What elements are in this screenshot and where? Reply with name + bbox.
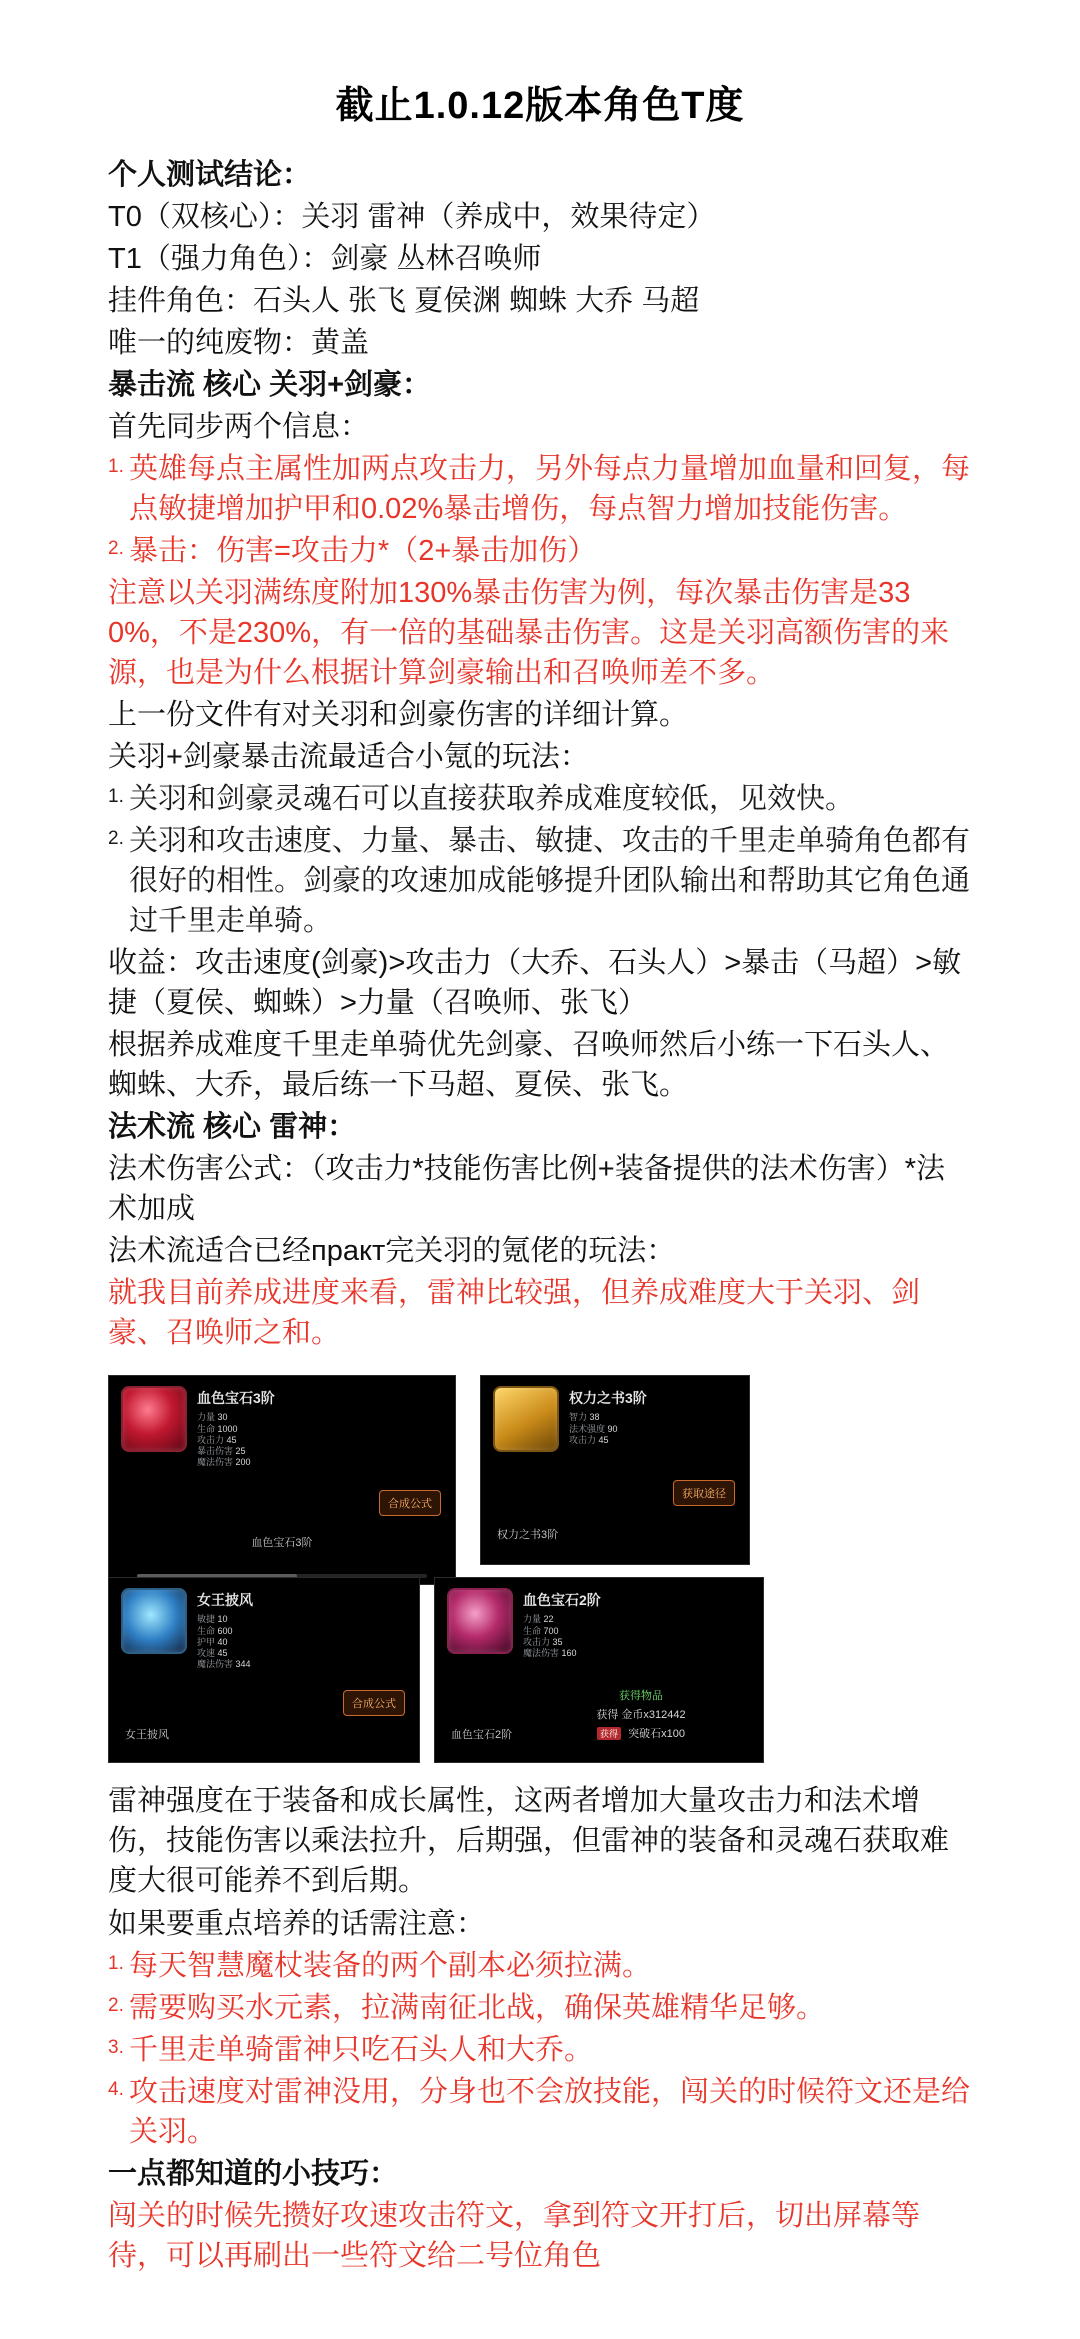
gem-pink-icon [447, 1588, 513, 1654]
item-footer-label: 血色宝石2阶 [451, 1729, 513, 1742]
thor-point-2-text: 需要购买水元素，拉满南征北战，确保英雄精华足够。 [129, 1991, 826, 2024]
conclusion-heading: 个人测试结论： [108, 159, 312, 191]
list-marker: 2. [108, 1994, 124, 2016]
crit-play-point-1 [108, 779, 972, 819]
tier-line-worst: 唯一的纯废物：黄盖 [108, 327, 370, 360]
gem-red-icon [121, 1386, 187, 1452]
stat-row: 护甲 40 [197, 1636, 228, 1647]
reward-title: 获得物品 [619, 1690, 663, 1703]
stat-row: 魔法伤害 200 [197, 1457, 251, 1468]
item-stats [197, 1412, 275, 1468]
tier-line-t1: T1（强力角色）：剑豪 丛林召唤师 [108, 243, 542, 276]
reward-item-text: 突破石x100 [628, 1728, 685, 1741]
stat-row: 生命 600 [197, 1625, 233, 1636]
item-stats [523, 1614, 601, 1659]
item-screenshot-3 [108, 1577, 420, 1763]
item-footer-label: 权力之书3阶 [497, 1529, 559, 1542]
magic-note: 就我目前养成进度来看，雷神比较强，但养成难度大于关羽、剑豪、召唤师之和。 [108, 1277, 921, 1350]
crit-intro: 首先同步两个信息： [108, 411, 370, 444]
stat-row: 力量 30 [197, 1412, 228, 1423]
stat-row: 智力 38 [569, 1412, 600, 1423]
benefit-order: 收益：攻击速度(剑豪)>攻击力（大乔、石头人）>暴击（马超）>敏捷（夏侯、蜘蛛）>力量（召唤师、张飞） [108, 947, 962, 1020]
formula-button[interactable]: 合成公式 [379, 1490, 441, 1516]
stat-row: 敏捷 10 [197, 1614, 228, 1625]
list-marker: 2. [108, 538, 124, 560]
thor-point-3 [108, 2030, 972, 2070]
acquire-button[interactable]: 获取途径 [673, 1480, 735, 1506]
list-marker: 1. [108, 1952, 124, 1974]
list-marker: 4. [108, 2078, 124, 2100]
reward-gold-line: 获得 金币x312442 [596, 1709, 686, 1722]
thor-point-1-text: 每天智慧魔杖装备的两个副本必须拉满。 [129, 1949, 652, 1982]
list-marker: 3. [108, 2036, 124, 2058]
list-marker: 1. [108, 786, 124, 808]
stat-row: 暴击伤害 25 [197, 1446, 246, 1457]
screenshot-gallery [108, 1375, 972, 1763]
stat-row: 攻速 45 [197, 1648, 228, 1659]
gallery-row-top [108, 1375, 972, 1585]
tier-line-support: 挂件角色：石头人 张飞 夏侯渊 蜘蛛 大乔 马超 [108, 285, 700, 318]
crit-play-point-2 [108, 821, 972, 941]
thor-point-4-text: 攻击速度对雷神没用，分身也不会放技能，闯关的时候符文还是给关羽。 [129, 2075, 971, 2148]
item-stats [569, 1412, 647, 1446]
crit-point-1 [108, 449, 972, 529]
stat-row: 魔法伤害 344 [197, 1659, 251, 1670]
crit-note: 注意以关羽满练度附加130%暴击伤害为例，每次暴击伤害是330%，不是230%，有一倍的基础暴击伤害。这是关羽高额伤害的来源，也是为什么根据计算剑豪输出和召唤师差不多。 [108, 577, 950, 690]
item-name: 权力之书3阶 [569, 1390, 647, 1407]
stat-row: 力量 22 [523, 1614, 554, 1625]
formula-button[interactable]: 合成公式 [343, 1690, 405, 1716]
list-marker: 2. [108, 828, 124, 850]
page-title: 截止1.0.12版本角色T度 [335, 85, 745, 127]
stat-row: 魔法伤害 160 [523, 1648, 577, 1659]
crit-point-1-text: 英雄每点主属性加两点攻击力，另外每点力量增加血量和回复，每点敏捷增加护甲和0.02%暴击增伤，每点智力增加技能伤害。 [129, 453, 971, 526]
item-screenshot-1 [108, 1375, 456, 1585]
list-marker: 1. [108, 456, 124, 478]
stat-row: 攻击力 45 [197, 1434, 237, 1445]
crit-play-point-2-text: 关羽和攻击速度、力量、暴击、敏捷、攻击的千里走单骑角色都有很好的相性。剑豪的攻速加成能够提升团队输出和帮助其它角色通过千里走单骑。 [129, 825, 971, 938]
crit-play-point-1-text: 关羽和剑豪灵魂石可以直接获取养成难度较低，见效快。 [129, 783, 855, 816]
magic-playstyle: 法术流适合已经практ完关羽的氪佬的玩法： [108, 1235, 676, 1268]
stat-row: 攻击力 35 [523, 1636, 563, 1647]
gallery-row-bottom [108, 1577, 972, 1763]
training-priority: 根据养成难度千里走单骑优先剑豪、召唤师然后小练一下石头人、蜘蛛、大乔，最后练一下马超、夏侯、张飞。 [108, 1029, 950, 1102]
thor-point-2 [108, 1988, 972, 2028]
stat-row: 生命 1000 [197, 1423, 238, 1434]
crit-point-2-text: 暴击：伤害=攻击力*（2+暴击加伤） [129, 535, 597, 568]
item-name: 血色宝石2阶 [523, 1592, 601, 1609]
item-name: 女王披风 [197, 1592, 253, 1609]
crit-point-2 [108, 531, 972, 571]
cloak-blue-icon [121, 1588, 187, 1654]
item-footer-label: 女王披风 [125, 1729, 169, 1742]
stat-row: 法术强度 90 [569, 1423, 618, 1434]
magic-heading: 法术流 核心 雷神： [108, 1111, 357, 1144]
thor-description: 雷神强度在于装备和成长属性，这两者增加大量攻击力和法术增伤，技能伤害以乘法拉升，后期强，但雷神的装备和灵魂石获取难度大很可能养不到后期。 [108, 1785, 950, 1898]
stat-row: 生命 700 [523, 1625, 559, 1636]
crit-heading: 暴击流 核心 关羽+剑豪： [108, 369, 432, 402]
tip-1: 闯关的时候先攒好攻速攻击符文，拿到符文开打后，切出屏幕等待，可以再刷出一些符文给二号位角色 [108, 2199, 921, 2272]
item-header [109, 1376, 455, 1468]
item-name: 血色宝石3阶 [197, 1390, 275, 1407]
item-stats [197, 1614, 253, 1670]
item-footer-label: 血色宝石3阶 [251, 1537, 313, 1550]
item-header [435, 1578, 763, 1659]
thor-point-1 [108, 1946, 972, 1986]
stat-row: 攻击力 45 [569, 1434, 609, 1445]
crit-playstyle-heading: 关羽+剑豪暴击流最适合小氪的玩法： [108, 741, 589, 774]
reward-tag: 获得 [597, 1727, 621, 1740]
thor-attention-heading: 如果要重点培养的话需注意： [108, 1907, 486, 1940]
item-screenshot-2 [480, 1375, 750, 1565]
book-gold-icon [493, 1386, 559, 1452]
magic-formula: 法术伤害公式：（攻击力*技能伤害比例+装备提供的法术伤害）*法术加成 [108, 1153, 946, 1226]
thor-point-3-text: 千里走单骑雷神只吃石头人和大乔。 [129, 2033, 594, 2066]
tips-heading: 一点都知道的小技巧： [108, 2157, 399, 2190]
tier-line-t0: T0（双核心）：关羽 雷神（养成中，效果待定） [108, 201, 716, 234]
item-screenshot-4 [434, 1577, 764, 1763]
previous-file-note: 上一份文件有对关羽和剑豪伤害的详细计算。 [108, 699, 689, 732]
item-header [109, 1578, 419, 1670]
item-header [481, 1376, 749, 1452]
thor-point-4 [108, 2072, 972, 2152]
